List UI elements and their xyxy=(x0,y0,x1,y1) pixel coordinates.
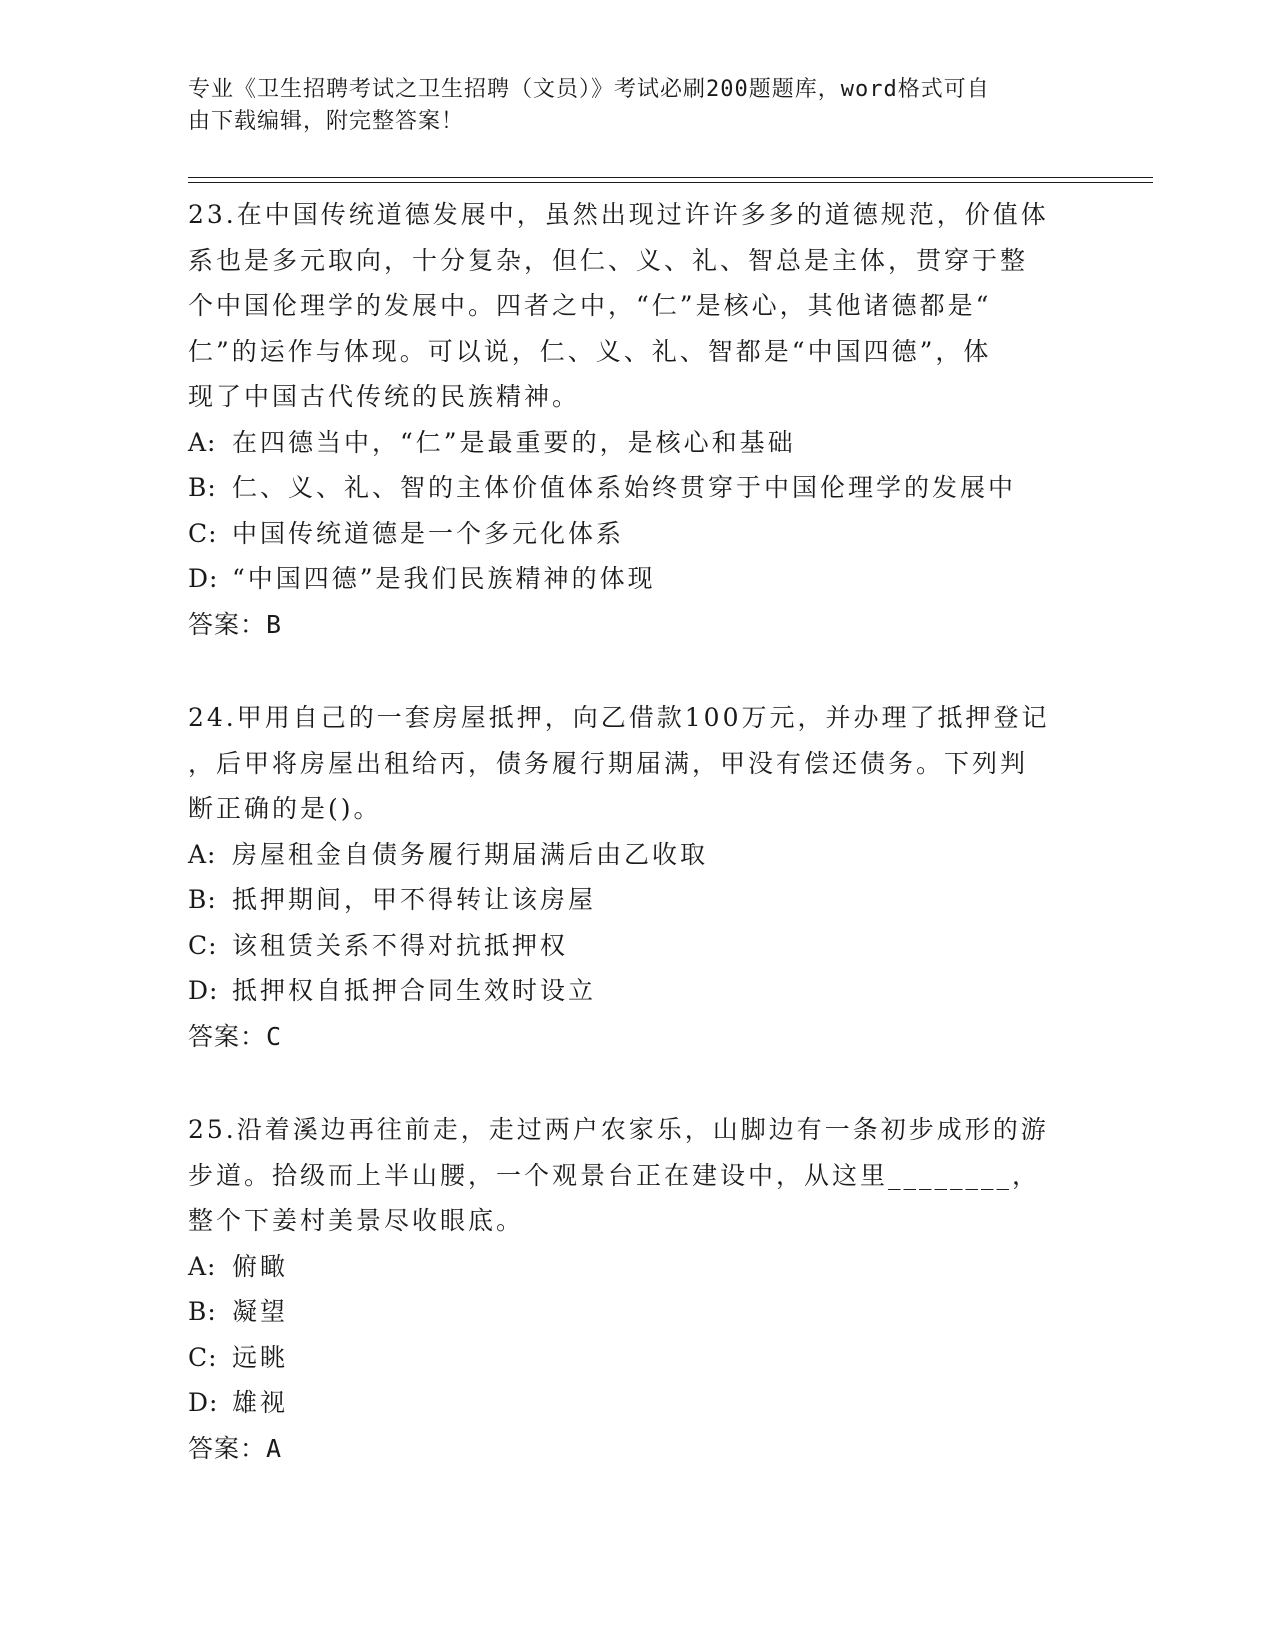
header-line-1: 专业《卫生招聘考试之卫生招聘（文员）》考试必刷200题题库，word格式可自 xyxy=(188,77,990,102)
question-stem xyxy=(188,1107,1078,1244)
option-letter: C: xyxy=(188,518,218,548)
option-letter: A: xyxy=(188,839,217,869)
answer-value: C xyxy=(266,1021,283,1051)
option-letter: C: xyxy=(188,1342,218,1372)
document-header xyxy=(188,74,1068,138)
answer-label: 答案： xyxy=(188,609,267,639)
option-text: 俯瞰 xyxy=(232,1251,289,1281)
option-b xyxy=(188,877,1088,923)
option-d xyxy=(188,1380,1088,1426)
stem-line: 25.沿着溪边再往前走，走过两户农家乐，山脚边有一条初步成形的游 xyxy=(188,1115,1049,1144)
option-letter: A: xyxy=(188,1251,217,1281)
option-letter: B: xyxy=(188,1297,217,1326)
option-letter: B: xyxy=(188,885,217,914)
option-c xyxy=(188,923,1088,969)
option-text: 仁、义、礼、智的主体价值体系始终贯穿于中国伦理学的发展中 xyxy=(232,473,1017,502)
option-text: 房屋租金自债务履行期届满后由乙收取 xyxy=(232,839,709,869)
option-letter: C: xyxy=(188,930,218,960)
answer-label: 答案： xyxy=(188,1433,267,1463)
header-divider-top xyxy=(188,177,1153,178)
option-text: 该租赁关系不得对抗抵押权 xyxy=(232,930,569,960)
option-c xyxy=(188,511,1088,557)
option-letter: D: xyxy=(188,564,219,593)
option-text: 远眺 xyxy=(232,1342,289,1372)
option-a xyxy=(188,832,1088,878)
option-b xyxy=(188,1289,1088,1335)
option-letter: D: xyxy=(188,976,219,1005)
question-stem xyxy=(188,192,1078,420)
stem-line: 断正确的是()。 xyxy=(188,794,382,823)
option-letter: D: xyxy=(188,1388,219,1417)
option-c xyxy=(188,1335,1088,1381)
option-a xyxy=(188,420,1088,466)
question-23 xyxy=(188,192,1088,647)
option-text: 抵押期间，甲不得转让该房屋 xyxy=(232,885,597,914)
answer-value: B xyxy=(266,609,283,639)
option-a xyxy=(188,1244,1088,1290)
stem-line: 现了中国古代传统的民族精神。 xyxy=(188,382,581,411)
option-text: 雄视 xyxy=(232,1388,289,1417)
answer-line xyxy=(188,1426,1088,1472)
question-stem xyxy=(188,695,1078,832)
stem-line: ，后甲将房屋出租给丙，债务履行期届满，甲没有偿还债务。下列判 xyxy=(188,748,1029,778)
stem-line: 23.在中国传统道德发展中，虽然出现过许许多多的道德规范，价值体 xyxy=(188,200,1049,229)
answer-line xyxy=(188,1014,1088,1060)
stem-line: 整个下姜村美景尽收眼底。 xyxy=(188,1206,525,1235)
option-b xyxy=(188,465,1088,511)
stem-line: 24.甲用自己的一套房屋抵押，向乙借款100万元，并办理了抵押登记 xyxy=(188,703,1050,732)
stem-line: 个中国伦理学的发展中。四者之中，“仁”是核心，其他诸德都是“ xyxy=(188,291,992,320)
question-list xyxy=(188,192,1088,1519)
question-24 xyxy=(188,695,1088,1059)
option-d xyxy=(188,968,1088,1014)
option-text: 凝望 xyxy=(232,1297,289,1326)
option-text: “中国四德”是我们民族精神的体现 xyxy=(232,564,656,593)
question-25 xyxy=(188,1107,1088,1471)
option-letter: A: xyxy=(188,427,217,457)
option-text: 抵押权自抵押合同生效时设立 xyxy=(232,976,597,1005)
option-text: 在四德当中，“仁”是最重要的，是核心和基础 xyxy=(232,427,796,457)
option-letter: B: xyxy=(188,473,217,502)
stem-line: 步道。拾级而上半山腰，一个观景台正在建设中，从这里________， xyxy=(188,1160,1041,1190)
header-divider-bottom xyxy=(188,182,1153,183)
header-line-2: 由下载编辑，附完整答案！ xyxy=(188,109,465,134)
stem-line: 系也是多元取向，十分复杂，但仁、义、礼、智总是主体，贯穿于整 xyxy=(188,245,1029,275)
answer-label: 答案： xyxy=(188,1021,267,1051)
answer-value: A xyxy=(266,1433,283,1463)
option-d xyxy=(188,556,1088,602)
answer-line xyxy=(188,602,1088,648)
stem-line: 仁”的运作与体现。可以说，仁、义、礼、智都是“中国四德”，体 xyxy=(188,336,992,366)
option-text: 中国传统道德是一个多元化体系 xyxy=(232,518,625,548)
